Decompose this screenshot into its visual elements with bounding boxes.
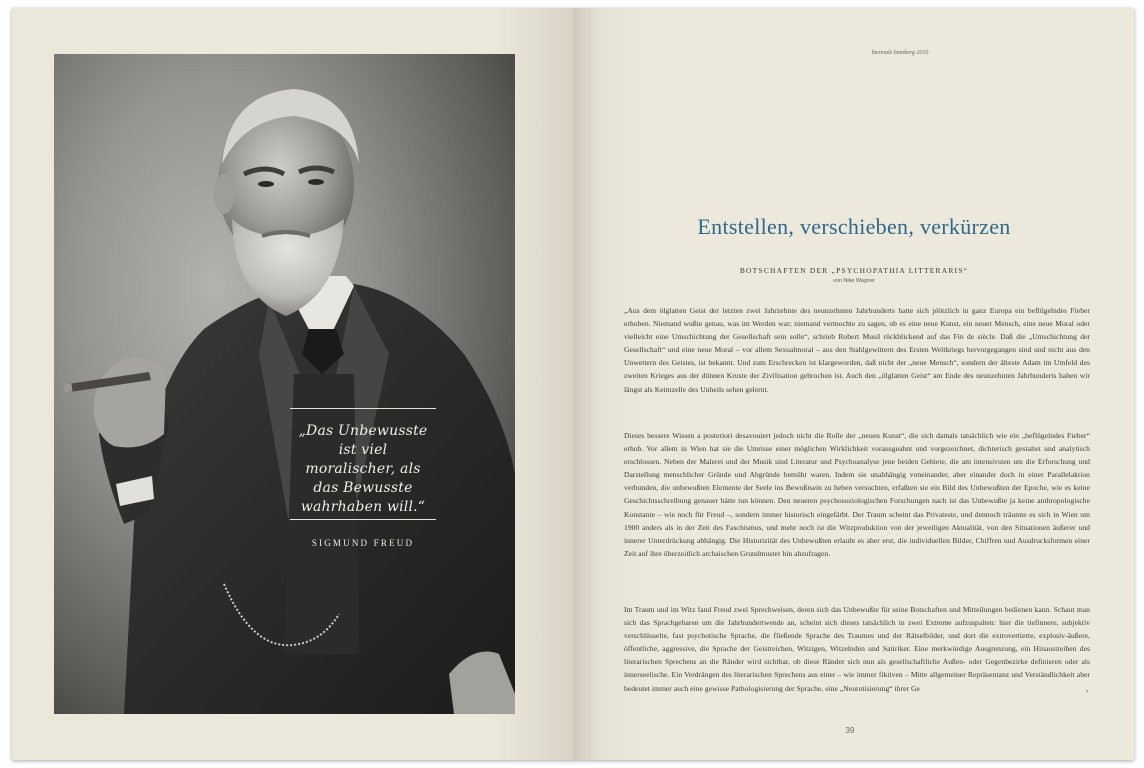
portrait-photo xyxy=(54,54,515,714)
page-number: 39 xyxy=(845,726,855,735)
quote-rule-top xyxy=(290,408,436,409)
article-subhead: BOTSCHAFTEN DER „PSYCHOPATHIA LITTERARIS“ xyxy=(739,266,969,275)
body-paragraph: „Aus dem ölglatten Geist der letzten zwei Jahrzehnte des neunzehnten Jahrhunderts hatte sich plötzlich in ganz Europa ein beflügelndes Fieber erhoben. Niemand wußte genau, was im Werden war; niemand vermochte zu sagen, ob es eine neue Kunst, ein neuer Mensch, eine neue Moral oder vielleicht eine Umschichtung der Gesellschaft sein solle“, schrieb Robert Musil rückblickend auf das Fin de siècle. Daß die „Umschichtung der Gesellschaft“ und eine neue Moral – vor allem Sexualmoral – aus den Stahlgewittern des Ersten Weltkriegs hervorgegangen sind und nicht aus den Unwettern des Geistes, ist bekannt. Und zum Erschrecken ist klargeworden, daß nicht der „neue Mensch“, sondern der älteste Adam im Umfeld des zweiten Krieges aus der dünnen Kruste der Zivilisation gebrochen ist. Auch den „ölglatten Geist“ am Ende des neunzehnten Jahrhunderts haben wir längst als Keimzelle des Unheils sehen gelernt. xyxy=(624,306,1090,394)
body-paragraph: Dieses bessere Wissen a posteriori desavouiert jedoch nicht die Rolle der „neuen Kunst“, die sich damals tatsächlich wie ein „beflügelndes Fieber“ erhob. Vor allem in Wien hat sie die Umrisse einer möglichen Wirklichkeit vorausgeahnt und vorgezeichnet, dichterisch gestaltet und analytisch erschlossen. Neben der Malerei und der Musik sind Literatur und Psychoanalyse jene beiden Gebiete, die am intensivsten um die Erforschung und Darstellung menschlicher Gründe und Abgründe bemüht waren. Indem sie unabhängig voneinander, aber einander doch in einer Parallelaktion verbunden, die unbewußten Elemente der Seele ins Bewußtsein zu heben versuchten, erfaßten sie ein Bild des Unbewußten der Epoche, wie es keine Geschichtsschreibung genauer hätte tun können. Den neueren psychosoziologischen Forschungen nach ist das Unbewußte ja keine anthropologische Konstante – wie noch für Freud –, sondern immer historisch eingefärbt. Der Traum scheint das Privateste, und dennoch träumte es sich in Wien um 1900 anders als in der Zeit des Faschismus, und mehr noch ist die Witzproduktion von der jeweiligen Aktualität, von den Situationen äußerer und innerer Unterdrückung abhängig. Die Historizität des Unbewußten erlaubt es aber erst, die individuellen Bilder, Chiffren und Ausdrucksformen einer Zeit auf ihre überzeitlich archaischen Grundmuster hin abzufragen. xyxy=(624,431,1090,558)
pull-quote: „Das Unbewusste ist viel moralischer, als das Bewusste wahrhaben will.“ xyxy=(298,423,428,515)
portrait-illustration xyxy=(54,54,515,714)
quote-author: SIGMUND FREUD xyxy=(311,538,415,548)
article-headline: Entstellen, verschieben, verkürzen xyxy=(697,214,1011,239)
continuation-mark: › xyxy=(1086,687,1089,695)
quote-rule-bottom xyxy=(290,519,436,520)
body-paragraph: Im Traum und im Witz fand Freud zwei Sprechweisen, deren sich das Unbewußte für seine Botschaften und Mitteilungen bedienen kann. Schaut man sich das Sprachgebaren um die Jahrhundertwende an, scheint sich dieses tatsächlich in zwei Extreme aufzuspalten: hier die tiefinnere, subjektiv verschlüsselte, fast psychotische Sprache, die fließende Sprache des Traumes und der Rätselbilder, und dort die extrovertierte, explosiv-äußere, öffentliche, aggressive, die Sprache der Geistreichen, Witzigen, Witzelnden und Satiriker. Eine merkwürdige Ausgrenzung, ein Hinaustreiben des literarischen Sprechens an die Ränder wird sichtbar, ob diese Ränder sich nun als gesellschaftliche Außen- oder Gegenbezirke definieren oder als innerseelische. Ein Verdrängen des literarischen Sprechens aus einer – wie immer fiktiven – Mitte allgemeiner Repräsentanz und Verständlichkeit aber bedeutet immer auch eine gewisse Pathologisierung der Sprache, eine „Neurotisierung“ ihrer Ge xyxy=(624,605,1090,693)
running-head: biennale bamberg 2010 xyxy=(871,50,929,56)
article-byline: von Nike Wagner xyxy=(833,278,875,284)
